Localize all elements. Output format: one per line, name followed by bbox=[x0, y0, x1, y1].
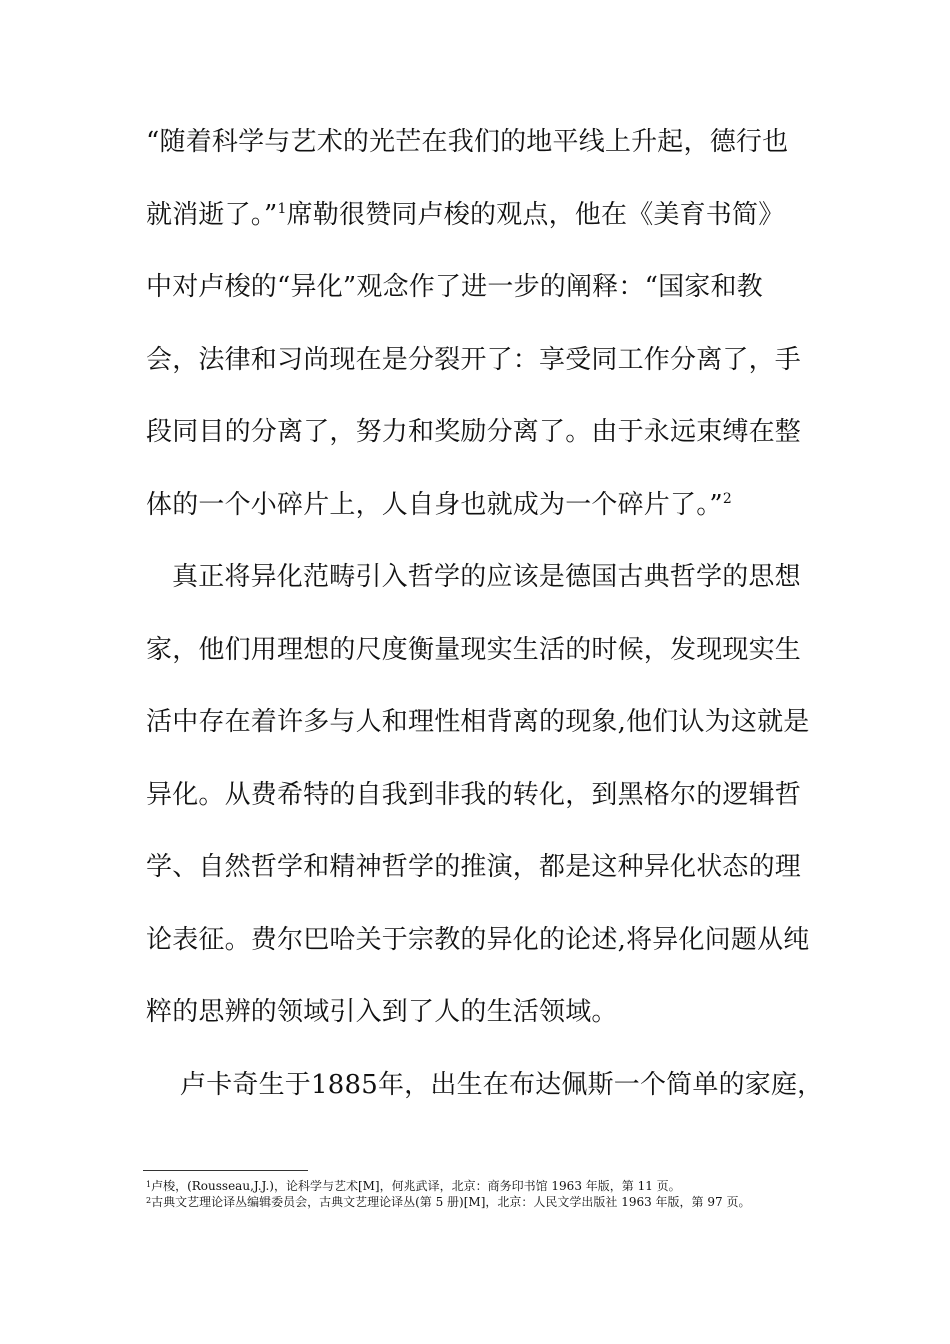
footnote-separator bbox=[143, 1170, 308, 1171]
text-line-2 bbox=[146, 185, 796, 258]
footnote-mark-2: 2 bbox=[146, 1196, 152, 1205]
footnote-ref-1[interactable]: 1 bbox=[277, 200, 287, 217]
body-text bbox=[146, 112, 824, 1127]
text-line-2-end: 席勒很赞同卢梭的观点，他在《美育书简》 bbox=[286, 199, 785, 230]
text-line-4: 会，法律和习尚现在是分裂开了：享受同工作分离了，手 bbox=[146, 344, 802, 375]
text-line-11: 学、自然哲学和精神哲学的推演，都是这种异化状态的理 bbox=[146, 852, 802, 882]
footnote-1 bbox=[146, 1178, 786, 1194]
text-line-1: “随着科学与艺术的光芒在我们的地平线上升起，德行也 bbox=[146, 127, 789, 157]
footnote-text-1: 卢梭，(Rousseau,J.J.)，论科学与艺术[M]，何兆武译，北京：商务印书馆 1963 年版，第 11 页。 bbox=[151, 1179, 681, 1193]
text-line-14: 卢卡奇生于1885年，出生在布达佩斯一个简单的家庭， bbox=[180, 1069, 824, 1100]
footnote-2 bbox=[146, 1194, 786, 1210]
text-line-6 bbox=[146, 475, 796, 548]
text-line-7: 真正将异化范畴引入哲学的应该是德国古典哲学的思想 bbox=[172, 562, 801, 592]
footnote-mark-1: 1 bbox=[146, 1180, 152, 1189]
text-line-10: 异化。从费希特的自我到非我的转化，到黑格尔的逻辑哲 bbox=[146, 779, 802, 810]
footnote-text-2: 古典文艺理论译丛编辑委员会，古典文艺理论译丛(第 5 册)[M]，北京：人民文学出版社 1963 年版，第 97 页。 bbox=[151, 1195, 751, 1209]
text-line-13: 粹的思辨的领域引入到了人的生活领域。 bbox=[146, 997, 618, 1027]
footnote-ref-2[interactable]: 2 bbox=[722, 490, 733, 507]
footnotes bbox=[146, 1178, 786, 1210]
text-line-6-text: 体的一个小碎片上，人自身也就成为一个碎片了。” bbox=[146, 489, 723, 520]
text-line-3: 中对卢梭的“异化”观念作了进一步的阐释：“国家和教 bbox=[146, 272, 763, 302]
text-line-8: 家，他们用理想的尺度衡量现实生活的时候，发现现实生 bbox=[146, 634, 802, 665]
text-line-5: 段同目的分离了，努力和奖励分离了。由于永远束缚在整 bbox=[146, 417, 802, 447]
text-line-2-start: 就消逝了。” bbox=[146, 199, 278, 230]
text-line-12: 论表征。费尔巴哈关于宗教的异化的论述,将异化问题从纯 bbox=[146, 924, 810, 955]
text-line-9: 活中存在着许多与人和理性相背离的现象,他们认为这就是 bbox=[146, 707, 810, 737]
